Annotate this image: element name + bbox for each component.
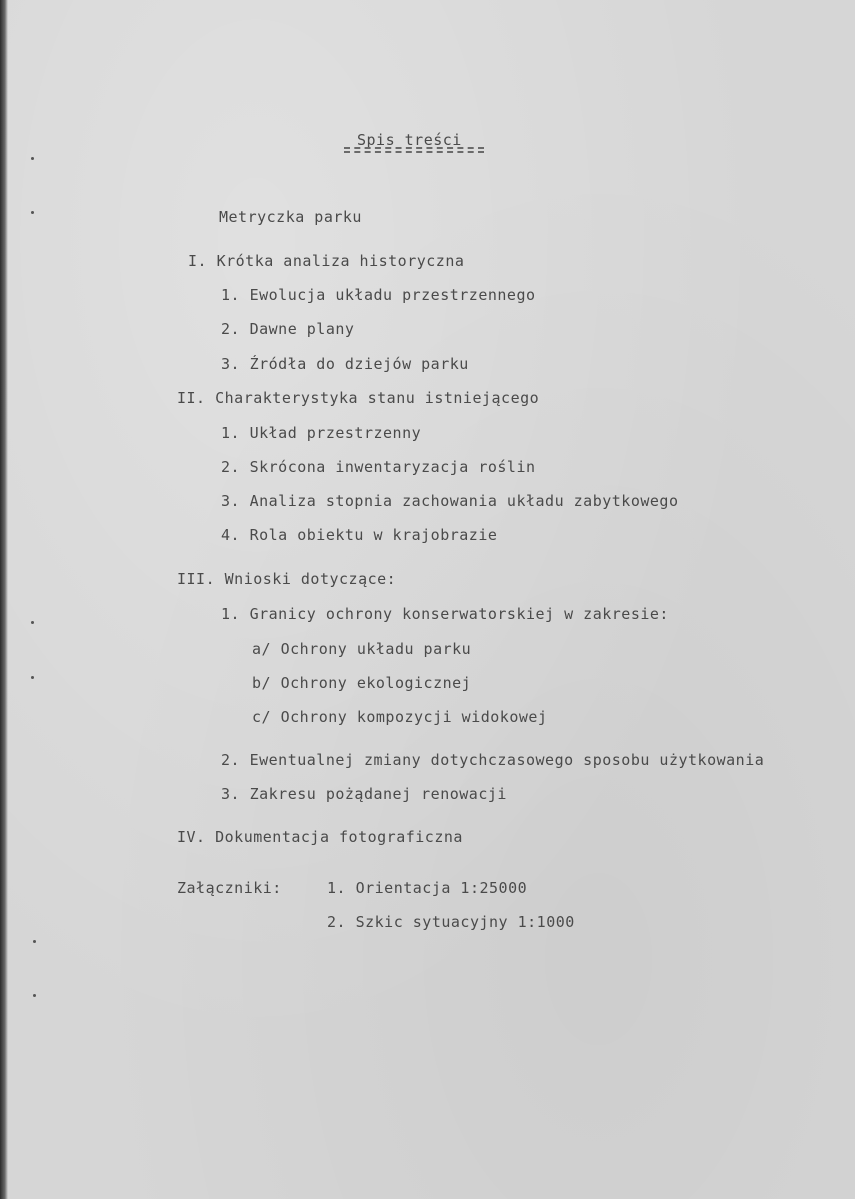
toc-item-3-3: 3. Zakresu pożądanej renowacji bbox=[221, 785, 507, 803]
paper-speck bbox=[31, 157, 34, 160]
paper-speck bbox=[31, 621, 34, 624]
toc-item-3-1b: b/ Ochrony ekologicznej bbox=[252, 674, 472, 692]
toc-item-2-1: 1. Układ przestrzenny bbox=[221, 424, 422, 442]
page-left-edge bbox=[0, 0, 8, 1199]
toc-item-3-1: 1. Granicy ochrony konserwatorskiej w zakresie: bbox=[221, 605, 669, 623]
toc-section-1: I. Krótka analiza historyczna bbox=[188, 252, 465, 270]
toc-item-2-3: 3. Analiza stopnia zachowania układu zabytkowego bbox=[221, 492, 679, 510]
page-title: Spis treści bbox=[357, 131, 462, 149]
toc-item-2-2: 2. Skrócona inwentaryzacja roślin bbox=[221, 458, 536, 476]
toc-item-1-2: 2. Dawne plany bbox=[221, 320, 355, 338]
toc-item-3-1c: c/ Ochrony kompozycji widokowej bbox=[252, 708, 548, 726]
paper-speck bbox=[33, 994, 36, 997]
attachment-item-1: 1. Orientacja 1:25000 bbox=[327, 879, 528, 897]
title-underline bbox=[344, 147, 484, 153]
attachment-item-2: 2. Szkic sytuacyjny 1:1000 bbox=[327, 913, 575, 931]
toc-item-2-4: 4. Rola obiektu w krajobrazie bbox=[221, 526, 498, 544]
toc-section-4: IV. Dokumentacja fotograficzna bbox=[177, 828, 463, 846]
toc-item-metryczka: Metryczka parku bbox=[219, 208, 362, 226]
toc-section-2: II. Charakterystyka stanu istniejącego bbox=[177, 389, 540, 407]
paper-speck bbox=[33, 940, 36, 943]
attachments-label: Załączniki: bbox=[177, 879, 282, 897]
toc-item-3-1a: a/ Ochrony układu parku bbox=[252, 640, 472, 658]
paper-speck bbox=[31, 211, 34, 214]
paper-speck bbox=[31, 676, 34, 679]
toc-item-1-3: 3. Źródła do dziejów parku bbox=[221, 355, 469, 373]
toc-item-1-1: 1. Ewolucja układu przestrzennego bbox=[221, 286, 536, 304]
toc-item-3-2: 2. Ewentualnej zmiany dotychczasowego sposobu użytkowania bbox=[221, 751, 765, 769]
toc-section-3: III. Wnioski dotyczące: bbox=[177, 570, 397, 588]
